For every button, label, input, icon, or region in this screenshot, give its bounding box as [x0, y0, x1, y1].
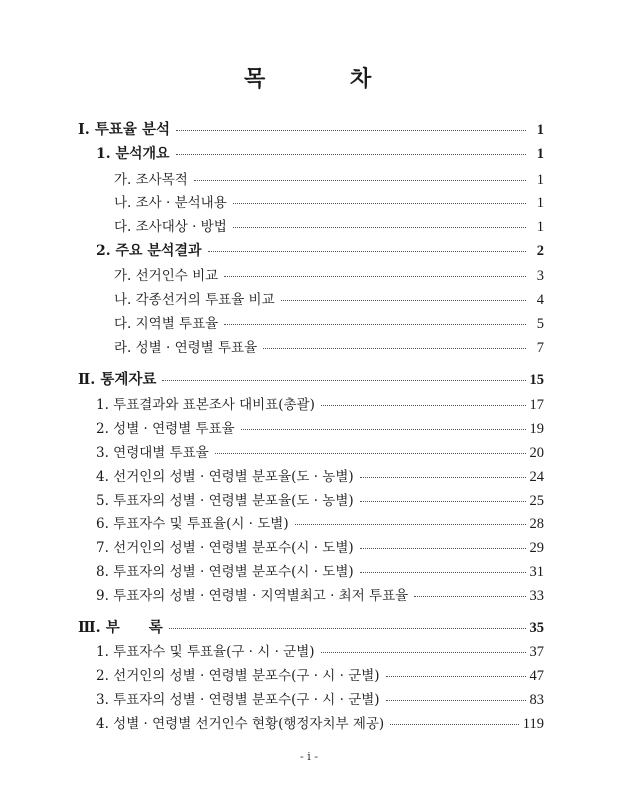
page-title-part-1: 목 [244, 66, 266, 92]
toc-item[interactable] [96, 536, 544, 556]
toc-page-number: 83 [529, 692, 544, 708]
toc-page-number: 37 [529, 644, 544, 660]
dot-leader [263, 348, 526, 349]
toc-page-number: 1 [536, 172, 544, 188]
toc-label: 7. 선거인의 성별 · 연령별 분포수(시 · 도별) [96, 540, 354, 556]
toc-item[interactable] [114, 312, 544, 332]
toc-label: 1. 분석개요 [96, 146, 170, 162]
dot-leader [390, 724, 519, 725]
toc-page-number: 20 [529, 445, 544, 461]
toc-item[interactable] [96, 688, 544, 708]
toc-page-number: 1 [536, 195, 544, 211]
toc-item[interactable] [96, 393, 544, 413]
toc-item[interactable] [96, 512, 544, 532]
toc-label: 라. 성별 · 연령별 투표율 [114, 340, 258, 356]
toc-label: 2. 성별 · 연령별 투표율 [96, 421, 235, 437]
toc-page-number: 7 [536, 340, 544, 356]
toc-item[interactable] [114, 336, 544, 356]
toc-label: 1. 투표자수 및 투표율(구 · 시 · 군별) [96, 644, 315, 660]
page-footer-number: - i - [300, 750, 318, 763]
toc-label: Ⅲ. 부 록 [78, 619, 163, 636]
toc-item[interactable] [114, 191, 544, 211]
toc-section-2[interactable] [78, 368, 544, 388]
dot-leader [233, 227, 526, 228]
toc-item[interactable] [96, 489, 544, 509]
toc-page-number: 1 [536, 219, 544, 235]
toc-label: 2. 선거인의 성별 · 연령별 분포수(구 · 시 · 군별) [96, 668, 380, 684]
dot-leader [386, 676, 526, 677]
toc-label: 4. 성별 · 연령별 선거인수 현황(행정자치부 제공) [96, 716, 385, 732]
toc-page-number: 24 [529, 469, 544, 485]
toc-section-1[interactable] [78, 118, 544, 138]
toc-page-number: 28 [529, 516, 544, 532]
dot-leader [233, 203, 526, 204]
toc-label: 9. 투표자의 성별 · 연령별 · 지역별최고 · 최저 투표율 [96, 588, 409, 604]
toc-page-number: 31 [529, 564, 544, 580]
toc-page-number: 33 [529, 588, 544, 604]
dot-leader [162, 380, 525, 381]
dot-leader [321, 405, 526, 406]
toc-label: 가. 조사목적 [114, 172, 188, 188]
toc-page-number: 25 [529, 493, 544, 509]
toc-item[interactable] [96, 560, 544, 580]
toc-item[interactable] [96, 584, 544, 604]
toc-page-number: 4 [536, 292, 544, 308]
dot-leader [321, 652, 526, 653]
toc-item[interactable] [96, 640, 544, 660]
toc-label: 5. 투표자의 성별 · 연령별 분포율(도 · 농별) [96, 493, 354, 509]
toc-label: 다. 지역별 투표율 [114, 316, 219, 332]
toc-item[interactable] [114, 264, 544, 284]
dot-leader [360, 572, 526, 573]
toc-page-number: 1 [536, 122, 544, 138]
toc-item[interactable] [96, 441, 544, 461]
page-title-part-2: 차 [350, 66, 372, 92]
dot-leader [360, 548, 526, 549]
toc-label: Ⅰ. 투표율 분석 [78, 121, 170, 138]
toc-label: 2. 주요 분석결과 [96, 243, 202, 259]
toc-page-number: 19 [529, 421, 544, 437]
toc-page-number: 29 [529, 540, 544, 556]
toc-label: 1. 투표결과와 표본조사 대비표(총괄) [96, 397, 315, 413]
toc-label: 8. 투표자의 성별 · 연령별 분포수(시 · 도별) [96, 564, 354, 580]
dot-leader [194, 180, 526, 181]
toc-label: Ⅱ. 통계자료 [78, 371, 157, 388]
toc-page-number: 47 [529, 668, 544, 684]
toc-page-number: 17 [529, 397, 544, 413]
dot-leader [414, 596, 525, 597]
toc-page-number: 5 [536, 316, 544, 332]
toc-page-number: 1 [536, 146, 544, 162]
toc-label: 나. 각종선거의 투표율 비교 [114, 292, 275, 308]
dot-leader [360, 477, 526, 478]
dot-leader [169, 628, 526, 629]
dot-leader [224, 276, 526, 277]
toc-page-number: 2 [536, 243, 544, 259]
dot-leader [176, 154, 526, 155]
dot-leader [176, 130, 526, 131]
toc-item[interactable] [96, 465, 544, 485]
toc-page-number: 3 [536, 268, 544, 284]
toc-page-number: 15 [529, 372, 544, 388]
toc-label: 3. 연령대별 투표율 [96, 445, 209, 461]
dot-leader [224, 324, 526, 325]
toc-label: 4. 선거인의 성별 · 연령별 분포율(도 · 농별) [96, 469, 354, 485]
toc-item[interactable] [96, 664, 544, 684]
dot-leader [281, 300, 526, 301]
toc-page-number: 35 [529, 620, 544, 636]
toc-label: 가. 선거인수 비교 [114, 268, 219, 284]
toc-item[interactable] [96, 417, 544, 437]
toc-label: 나. 조사 · 분석내용 [114, 195, 227, 211]
dot-leader [295, 524, 526, 525]
toc-item[interactable] [114, 215, 544, 235]
toc-item[interactable] [114, 168, 544, 188]
toc-item[interactable] [96, 712, 544, 732]
dot-leader [386, 700, 526, 701]
toc-item[interactable] [96, 143, 544, 163]
dot-leader [241, 429, 526, 430]
toc-item[interactable] [96, 240, 544, 260]
dot-leader [208, 251, 526, 252]
toc-page-number: 119 [522, 716, 544, 732]
toc-label: 3. 투표자의 성별 · 연령별 분포수(구 · 시 · 군별) [96, 692, 380, 708]
toc-label: 다. 조사대상 · 방법 [114, 219, 227, 235]
toc-label: 6. 투표자수 및 투표율(시 · 도별) [96, 516, 289, 532]
dot-leader [360, 501, 526, 502]
toc-item[interactable] [114, 288, 544, 308]
dot-leader [215, 453, 526, 454]
toc-section-3[interactable] [78, 616, 544, 636]
